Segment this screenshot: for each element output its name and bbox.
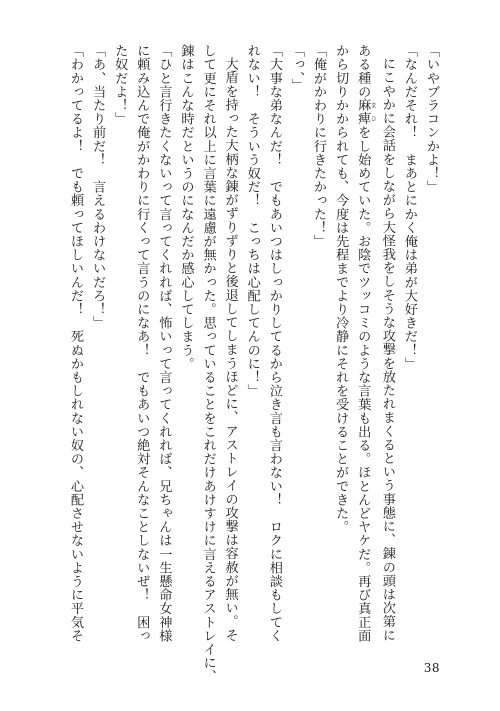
text-line: 錬はこんな時だというのになんだか感心してしまう。	[178, 44, 194, 371]
ruby-annotation: 麻痺 まひ	[355, 98, 377, 126]
text-line: して更にそれ以上に言葉に遠慮が無かった。思っていることをこれだけあけすけに言えるアストレイに、	[200, 44, 216, 684]
text-line: にこやかに会話をしながら大怪我をしそうな攻撃を放たれまくるという事態に、錬の頭は次第に	[379, 57, 395, 642]
text-line: 「ひと言行きたくないって言ってくれれば、怖いって言ってくれれば、兄ちゃんは一生懸命女神様	[156, 44, 172, 643]
text-line: から切りかかられても、今度は先程までより冷静にそれを受けることができた。	[333, 44, 349, 534]
text-line: ある種の麻痺 まひをし始めていた。お陰でツッコミのような言葉も出る。ほとんどヤケだ。再び真正面	[355, 44, 377, 643]
text-line: 「なんだそれ！ まあとにかく俺は弟が大好きだ！」	[401, 44, 417, 371]
text-line: 「大事な弟なんだ！ でもあいつはしっかりしてるから泣き言も言わない！ ロクに相談もしてく	[266, 44, 282, 643]
text-line: れない！ そういう奴だ！ こっちは心配してんのに！」	[244, 44, 260, 398]
text-line: 「あ、当たり前だ！ 言えるわけないだろ！」	[90, 44, 106, 330]
text-line: 「俺がかわりに行きたかった！」	[311, 44, 327, 248]
text-line: 「っ、」	[288, 44, 304, 92]
page-number: 38	[423, 661, 440, 675]
text-line: 「いやブラコンかよ！」	[424, 44, 439, 194]
ruby-reading: まひ	[369, 98, 377, 126]
text-line: 「わかってるよ！ でも頼ってほしいんだ！ 死ぬかもしれない奴の、心配させないように平気そ	[68, 44, 83, 643]
text-line: た奴だよ！」	[112, 44, 128, 126]
text-line: 大盾を持った大柄な錬がずりずりと後退してしまうほどに、アストレイの攻撃は容赦が無い。そ	[222, 57, 238, 642]
text-line: に頼み込んで俺がかわりに行くって言うのになあ！ でもあいつ絶対そんなことしないぜ！ 困っ	[134, 44, 150, 643]
